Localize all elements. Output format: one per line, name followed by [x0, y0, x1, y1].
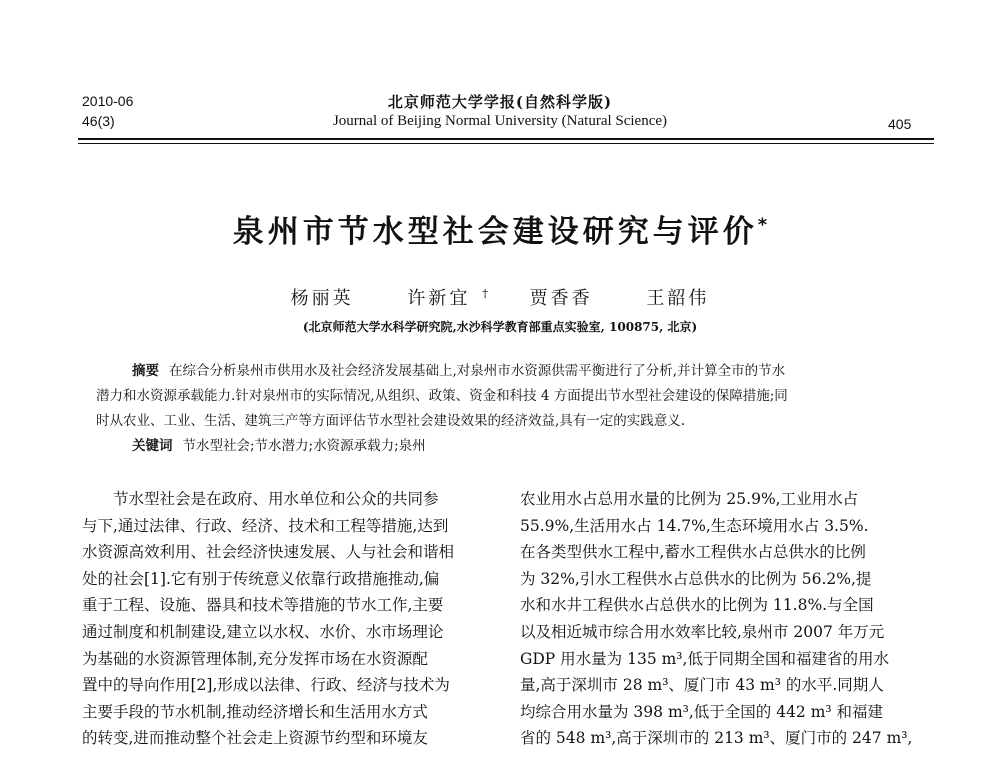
body-line: 在各类型供水工程中,蓄水工程供水占总供水的比例 — [520, 543, 866, 562]
body-line: 通过制度和机制建设,建立以水权、水价、水市场理论 — [82, 622, 444, 641]
article-title — [0, 206, 1000, 251]
body-line: 的转变,进而推动整个社会走上资源节约型和环境友 — [82, 729, 428, 748]
keywords: 节水型社会;节水潜力;水资源承载力;泉州 — [182, 438, 426, 454]
abstract-label: 摘要 — [132, 363, 159, 379]
abstract-line: 摘要 在综合分析泉州市供用水及社会经济发展基础上,对泉州市水资源供需平衡进行了分析,并计算全市的节水 — [96, 359, 908, 384]
journal-name-chinese: 北京师范大学学报(自然科学版) — [387, 93, 613, 111]
body-line: 为 32%,引水工程供水占总供水的比例为 56.2%,提 — [520, 569, 872, 588]
body-line: 水资源高效利用、社会经济快速发展、人与社会和谐相 — [82, 543, 455, 562]
issue-date: 2010-06 — [82, 93, 134, 109]
author-4: 王韶伟 — [646, 288, 710, 309]
header-rule-thin — [78, 143, 934, 144]
corresponding-mark: † — [482, 287, 488, 300]
page-number: 405 — [888, 116, 912, 132]
author-3: 贾香香 — [529, 288, 593, 309]
body-line: 均综合用水量为 398 m³,低于全国的 442 m³ 和福建 — [520, 702, 884, 721]
body-line: 为基础的水资源管理体制,充分发挥市场在水资源配 — [82, 649, 428, 668]
abstract-line: 潜力和水资源承载能力.针对泉州市的实际情况,从组织、政策、资金和科技 4 方面提出节水型社会建设的保障措施;同 — [96, 388, 788, 404]
body-line: 置中的导向作用[2],形成以法律、行政、经济与技术为 — [82, 676, 450, 695]
author-list — [0, 284, 1000, 310]
abstract-line: 时从农业、工业、生活、建筑三产等方面评估节水型社会建设效果的经济效益,具有一定的实践意义. — [96, 413, 686, 429]
body-line: 以及相近城市综合用水效率比较,泉州市 2007 年万元 — [520, 622, 885, 641]
body-line: 量,高于深圳市 28 m³、厦门市 43 m³ 的水平.同期人 — [520, 676, 884, 695]
body-line: 与下,通过法律、行政、经济、技术和工程等措施,达到 — [82, 516, 449, 535]
body-line: 主要手段的节水机制,推动经济增长和生活用水方式 — [82, 702, 428, 721]
body-line: 农业用水占总用水量的比例为 25.9%,工业用水占 — [520, 490, 859, 508]
body-line: 55.9%,生活用水占 14.7%,生态环境用水占 3.5%. — [520, 516, 869, 535]
body-line: 节水型社会是在政府、用水单位和公众的共同参 — [113, 490, 439, 508]
volume-number: 46(3) — [82, 113, 115, 129]
affiliation: (北京师范大学水科学研究院,水沙科学教育部重点实验室, 100875, 北京) — [302, 320, 698, 334]
keywords-line — [96, 434, 908, 459]
header-rule-thick — [78, 138, 934, 140]
body-line: 处的社会[1].它有别于传统意义依靠行政措施推动,偏 — [82, 569, 440, 588]
keywords-label: 关键词 — [132, 438, 173, 454]
journal-name-english: Journal of Beijing Normal University (Natural Science) — [332, 113, 668, 129]
author-2: 许新宜 † — [407, 287, 488, 309]
body-line: GDP 用水量为 135 m³,低于同期全国和福建省的用水 — [520, 649, 889, 668]
body-line: 重于工程、设施、器具和技术等措施的节水工作,主要 — [82, 596, 444, 615]
author-1: 杨丽英 — [290, 288, 354, 309]
title-footnote-mark: * — [757, 214, 768, 236]
body-line: 水和水井工程供水占总供水的比例为 11.8%.与全国 — [520, 596, 874, 615]
body-column-right — [520, 486, 932, 752]
title-text: 泉州市节水型社会建设研究与评价 — [232, 214, 758, 250]
body-column-left — [82, 486, 492, 752]
abstract-block — [96, 359, 908, 459]
body-line: 省的 548 m³,高于深圳市的 213 m³、厦门市的 247 m³, — [520, 729, 913, 748]
